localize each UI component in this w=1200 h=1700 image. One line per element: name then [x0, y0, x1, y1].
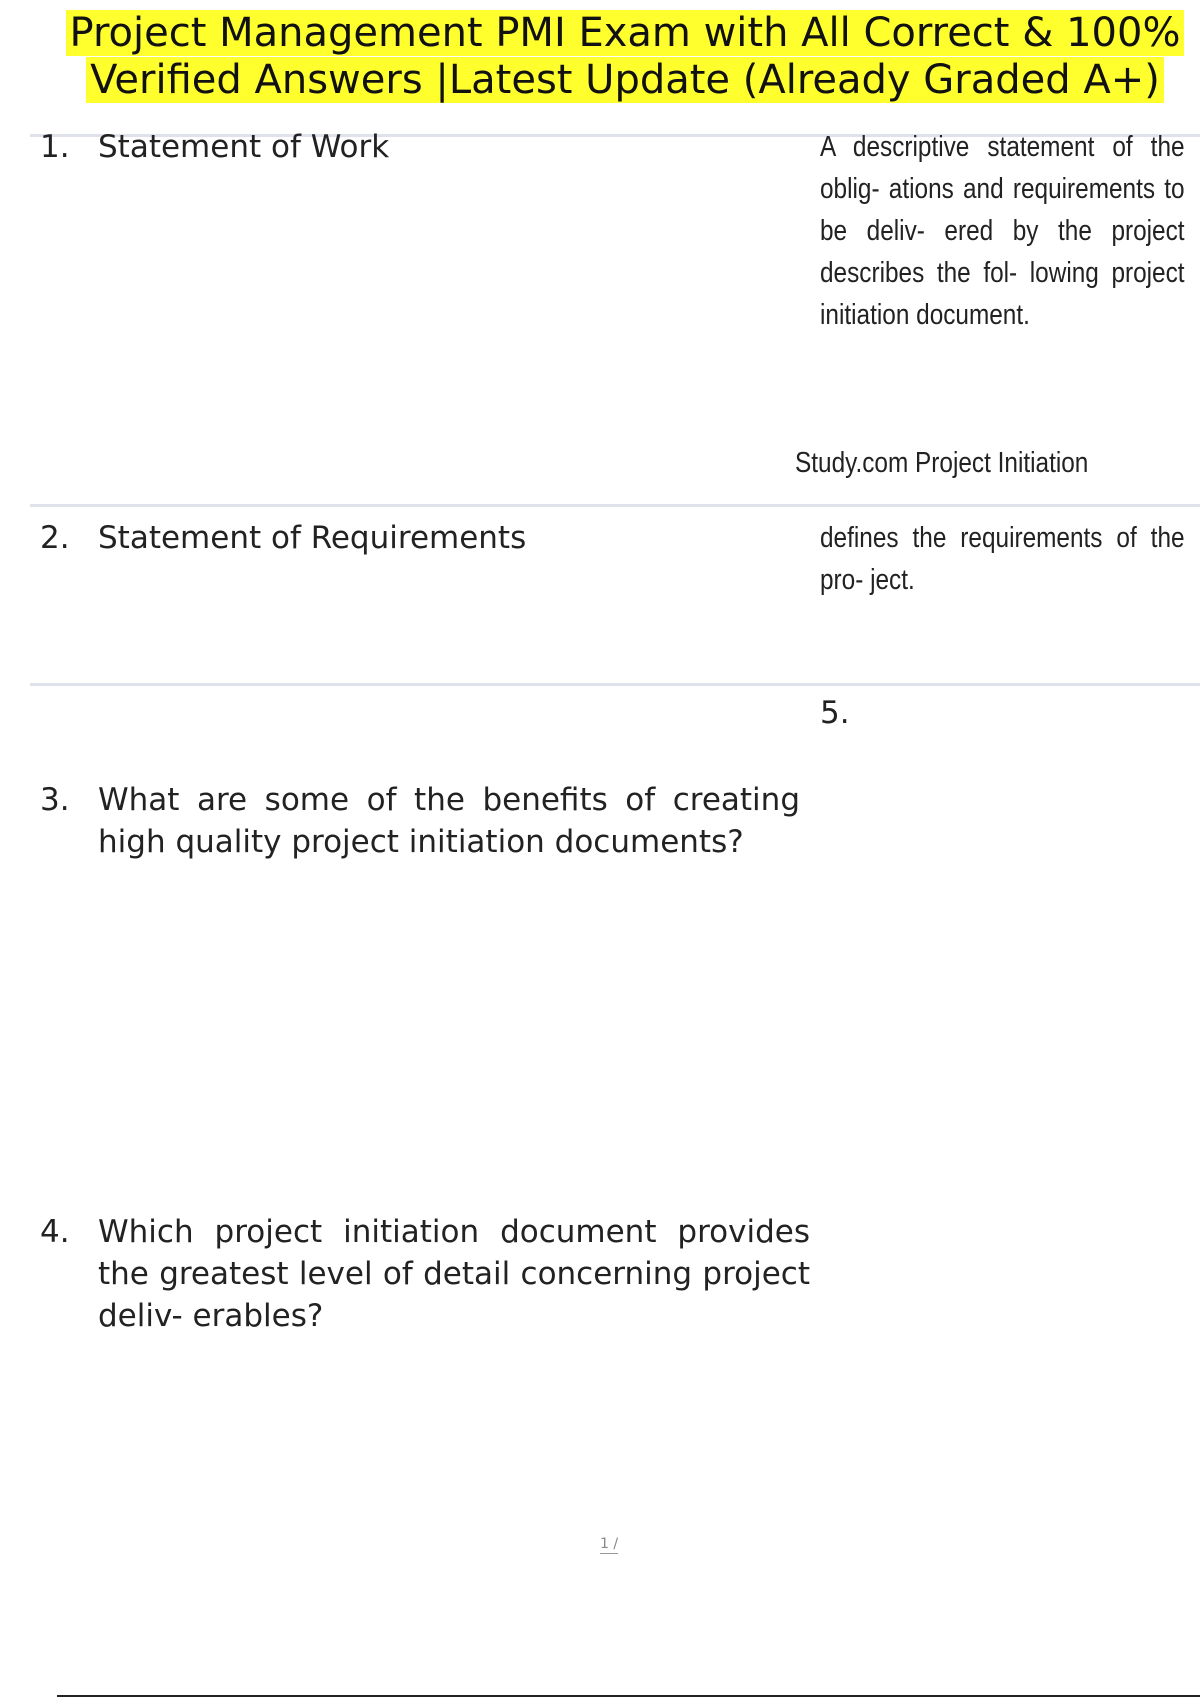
question-item-1 [40, 126, 800, 168]
question-number: 1. [40, 129, 70, 165]
answer-source: Study.com Project Initiation [795, 447, 1089, 479]
footer-rule [57, 1695, 1200, 1697]
answer-text-2: defines the requirements of the pro- ject. [820, 522, 1185, 596]
question-number: 2. [40, 520, 70, 556]
question-number: 4. [40, 1214, 70, 1250]
question-text: Which project initiation document provides the greatest level of detail concerning project deliv- erables? [98, 1214, 810, 1334]
divider [30, 683, 1200, 686]
title-line-2: Verified Answers |Latest Update (Already Graded A+) [86, 57, 1164, 103]
question-text: What are some of the benefits of creating high quality project initiation documents? [98, 782, 800, 860]
question-item-3 [40, 779, 800, 863]
page-number: 1 / [600, 1536, 619, 1552]
answer-text-1: A descriptive statement of the oblig- ations and requirements to be deliv- ered by the project describes the fol- lowing project initiation document. [820, 131, 1185, 331]
question-text: Statement of Work [98, 129, 390, 165]
document-title [55, 10, 1195, 104]
divider [30, 504, 1200, 507]
stray-number: 5. [820, 695, 850, 731]
title-line-1: Project Management PMI Exam with All Correct & 100% [66, 10, 1185, 56]
question-text: Statement of Requirements [98, 520, 527, 556]
question-item-2 [40, 517, 800, 559]
question-number: 3. [40, 782, 70, 818]
question-item-4 [40, 1211, 810, 1337]
